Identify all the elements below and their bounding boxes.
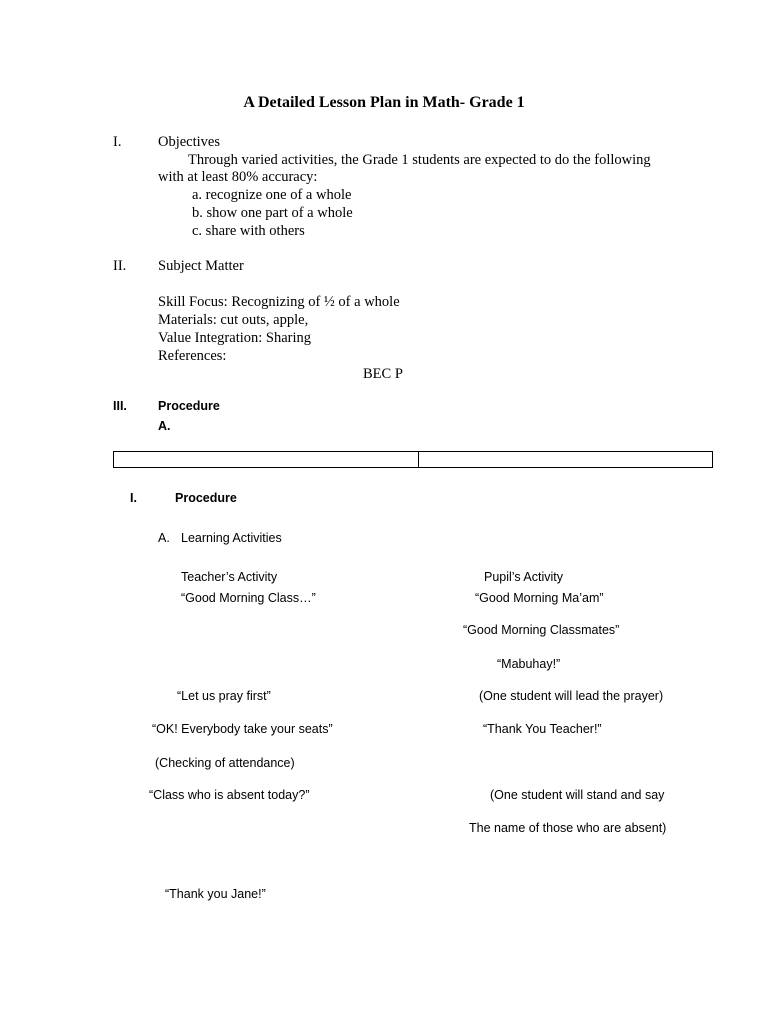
section-numeral-procedure: III. [113,399,127,413]
table-cell [419,452,712,467]
pupil-activity-header: Pupil’s Activity [484,570,563,584]
references-label: References: [158,348,227,364]
section-heading-objectives: Objectives [158,134,221,150]
materials: Materials: cut outs, apple, [158,312,309,328]
pupil-line: (One student will stand and say [490,788,665,802]
teacher-line: “Thank you Jane!” [165,887,266,901]
skill-focus: Skill Focus: Recognizing of ½ of a whole [158,294,400,310]
page-title: A Detailed Lesson Plan in Math- Grade 1 [243,94,525,111]
pupil-line: (One student will lead the prayer) [479,689,664,703]
procedure-sub-letter: A. [158,419,171,433]
teacher-line: “Class who is absent today?” [149,788,310,802]
teacher-line: “Let us pray first” [177,689,271,703]
objective-item: a. recognize one of a whole [192,187,352,203]
procedure-heading: Procedure [175,491,237,505]
procedure-numeral: I. [130,491,137,505]
pupil-line: The name of those who are absent) [469,821,667,835]
table-cell [114,452,419,467]
learning-activities-heading: Learning Activities [181,531,282,545]
pupil-line: “Thank You Teacher!” [483,722,602,736]
teacher-line: “Good Morning Class…” [181,591,316,605]
objectives-intro-line-2: with at least 80% accuracy: [158,169,318,185]
teacher-line: “OK! Everybody take your seats” [152,722,333,736]
reference-value: BEC P [363,366,403,382]
pupil-line: “Good Morning Classmates” [463,623,620,637]
objective-item: b. show one part of a whole [192,205,353,221]
teacher-line: (Checking of attendance) [155,756,295,770]
empty-table [113,451,713,468]
pupil-line: “Good Morning Ma’am” [475,591,604,605]
pupil-line: “Mabuhay!” [497,657,561,671]
section-heading-subject-matter: Subject Matter [158,258,244,274]
objective-item: c. share with others [192,223,305,239]
section-numeral-subject-matter: II. [113,258,127,274]
objectives-intro-line-1: Through varied activities, the Grade 1 students are expected to do the following [188,152,651,168]
section-numeral-objectives: I. [113,134,122,150]
value-integration: Value Integration: Sharing [158,330,312,346]
learning-activities-letter: A. [158,531,170,545]
teacher-activity-header: Teacher’s Activity [181,570,278,584]
section-heading-procedure: Procedure [158,399,220,413]
